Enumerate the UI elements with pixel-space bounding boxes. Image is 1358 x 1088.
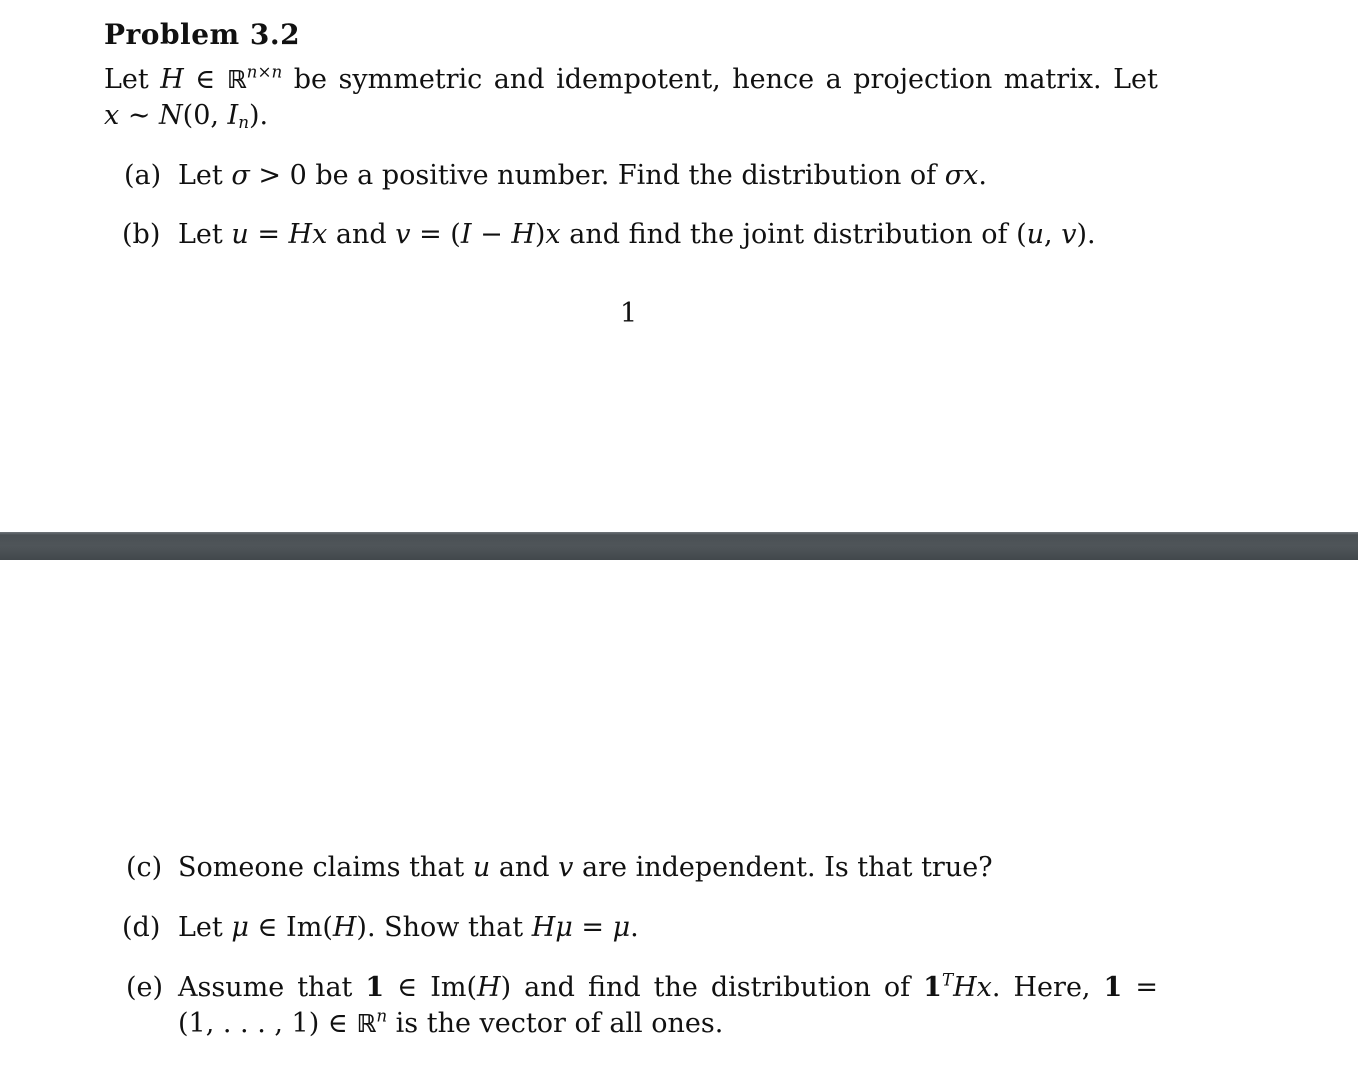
part-a-text: Let σ > 0 be a positive number. Find the distribution of σx. (178, 160, 988, 191)
problem-intro-line-2: x ∼ N(0, $I_n$). (104, 100, 269, 133)
part-e-label: (e) (126, 972, 164, 1003)
part-d-text: Let μ ∈ Im(H). Show that Hμ = μ. (178, 912, 639, 943)
page-number: 1 (620, 298, 638, 329)
problem-intro-line-1: Let H ∈ ℝ$^{n\times n}$ be symmetric and idempotent, hence a projection matrix. Let (104, 61, 1158, 95)
page-separator (0, 532, 1358, 560)
problem-title: Problem 3.2 (104, 18, 301, 51)
part-c-label: (c) (126, 852, 163, 883)
part-b-text: Let u = Hx and v = (I − H)x and find the joint distribution of (u, v). (178, 219, 1096, 250)
part-e-text-line-2: (1, . . . , 1) ∈ ℝ$^n$ is the vector of all ones. (178, 1005, 724, 1039)
part-d-label: (d) (122, 912, 161, 943)
part-e-text-line-1: Assume that 1 ∈ Im(H) and find the distribution of $1^THx$. Here, 1 = (178, 969, 1158, 1003)
part-a-label: (a) (124, 160, 162, 191)
part-b-label: (b) (122, 219, 161, 250)
page-top (0, 0, 1358, 532)
part-c-text: Someone claims that u and v are independent. Is that true? (178, 852, 993, 883)
